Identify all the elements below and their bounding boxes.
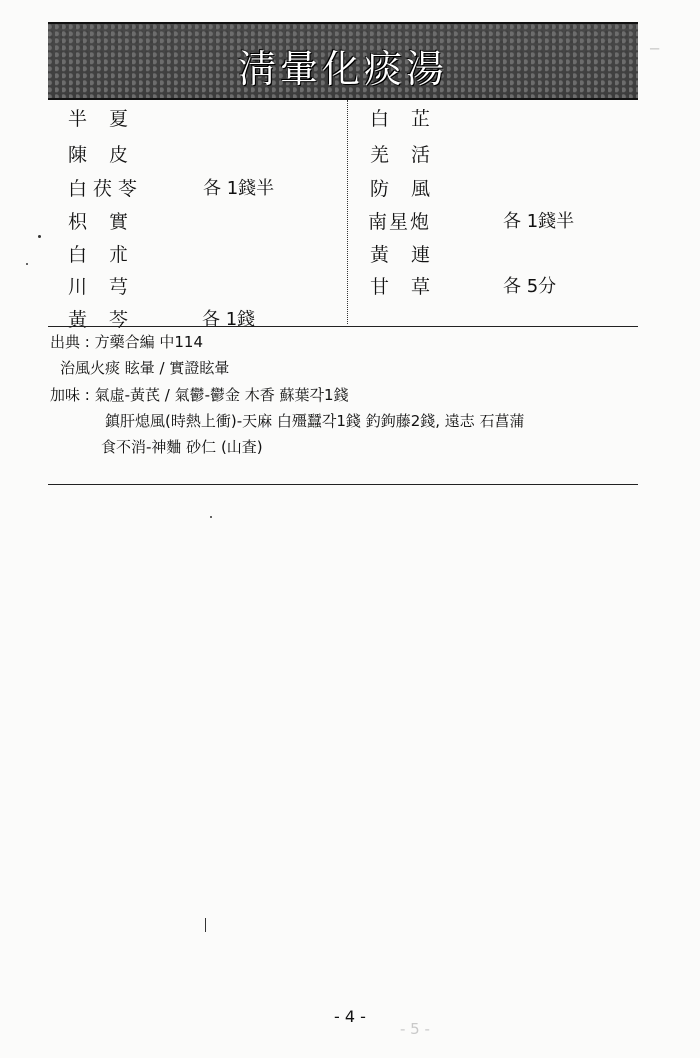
- herb-name: 甘草: [370, 276, 453, 298]
- herb-name: 白芷: [370, 108, 453, 130]
- herb-name: 黃芩: [68, 309, 151, 331]
- additions-line: 鎮肝熄風(時熱上衝)-天麻 白殭蠶각1錢 釣鉤藤2錢, 遠志 石菖蒲: [105, 412, 525, 430]
- additions-line: 加味 : 氣虛-黃芪 / 氣鬱-鬱金 木香 蘇葉각1錢: [50, 386, 349, 404]
- scan-speck: [210, 516, 212, 518]
- herb-dose: 各 1錢半: [203, 178, 275, 199]
- scan-speck: [26, 263, 28, 265]
- scan-speck: [205, 918, 206, 932]
- herb-name: 白茯苓: [68, 178, 144, 200]
- herb-name: 陳皮: [68, 144, 151, 166]
- page-number: - 4 -: [334, 1007, 366, 1026]
- herb-dose: 各 5分: [503, 276, 557, 297]
- bleed-through-right: ─: [650, 40, 660, 58]
- bottom-rule: [48, 484, 638, 485]
- bleed-through-bottom: - 5 -: [400, 1020, 430, 1038]
- title-banner: [48, 22, 638, 100]
- divider-rule: [48, 326, 638, 327]
- herb-name: 南星炮: [368, 211, 432, 233]
- herb-name: 羌活: [370, 144, 453, 166]
- scan-speck: [38, 235, 41, 238]
- herb-name: 川芎: [68, 276, 151, 298]
- herb-name: 半夏: [68, 108, 151, 130]
- additions-line: 食不消-神麯 砂仁 (山査): [101, 438, 263, 456]
- herb-dose: 各 1錢: [202, 309, 256, 330]
- source-line: 出典 : 方藥合編 中114: [50, 333, 203, 351]
- herb-name: 防風: [370, 178, 453, 200]
- herb-name: 白朮: [68, 244, 151, 266]
- indication-line: 治風火痰 眩暈 / 實證眩暈: [60, 359, 230, 377]
- herb-dose: 各 1錢半: [503, 211, 575, 232]
- column-divider: [347, 100, 348, 324]
- herb-name: 黃連: [370, 244, 453, 266]
- herb-name: 枳實: [68, 211, 151, 233]
- prescription-title: 淸暈化痰湯: [237, 47, 448, 91]
